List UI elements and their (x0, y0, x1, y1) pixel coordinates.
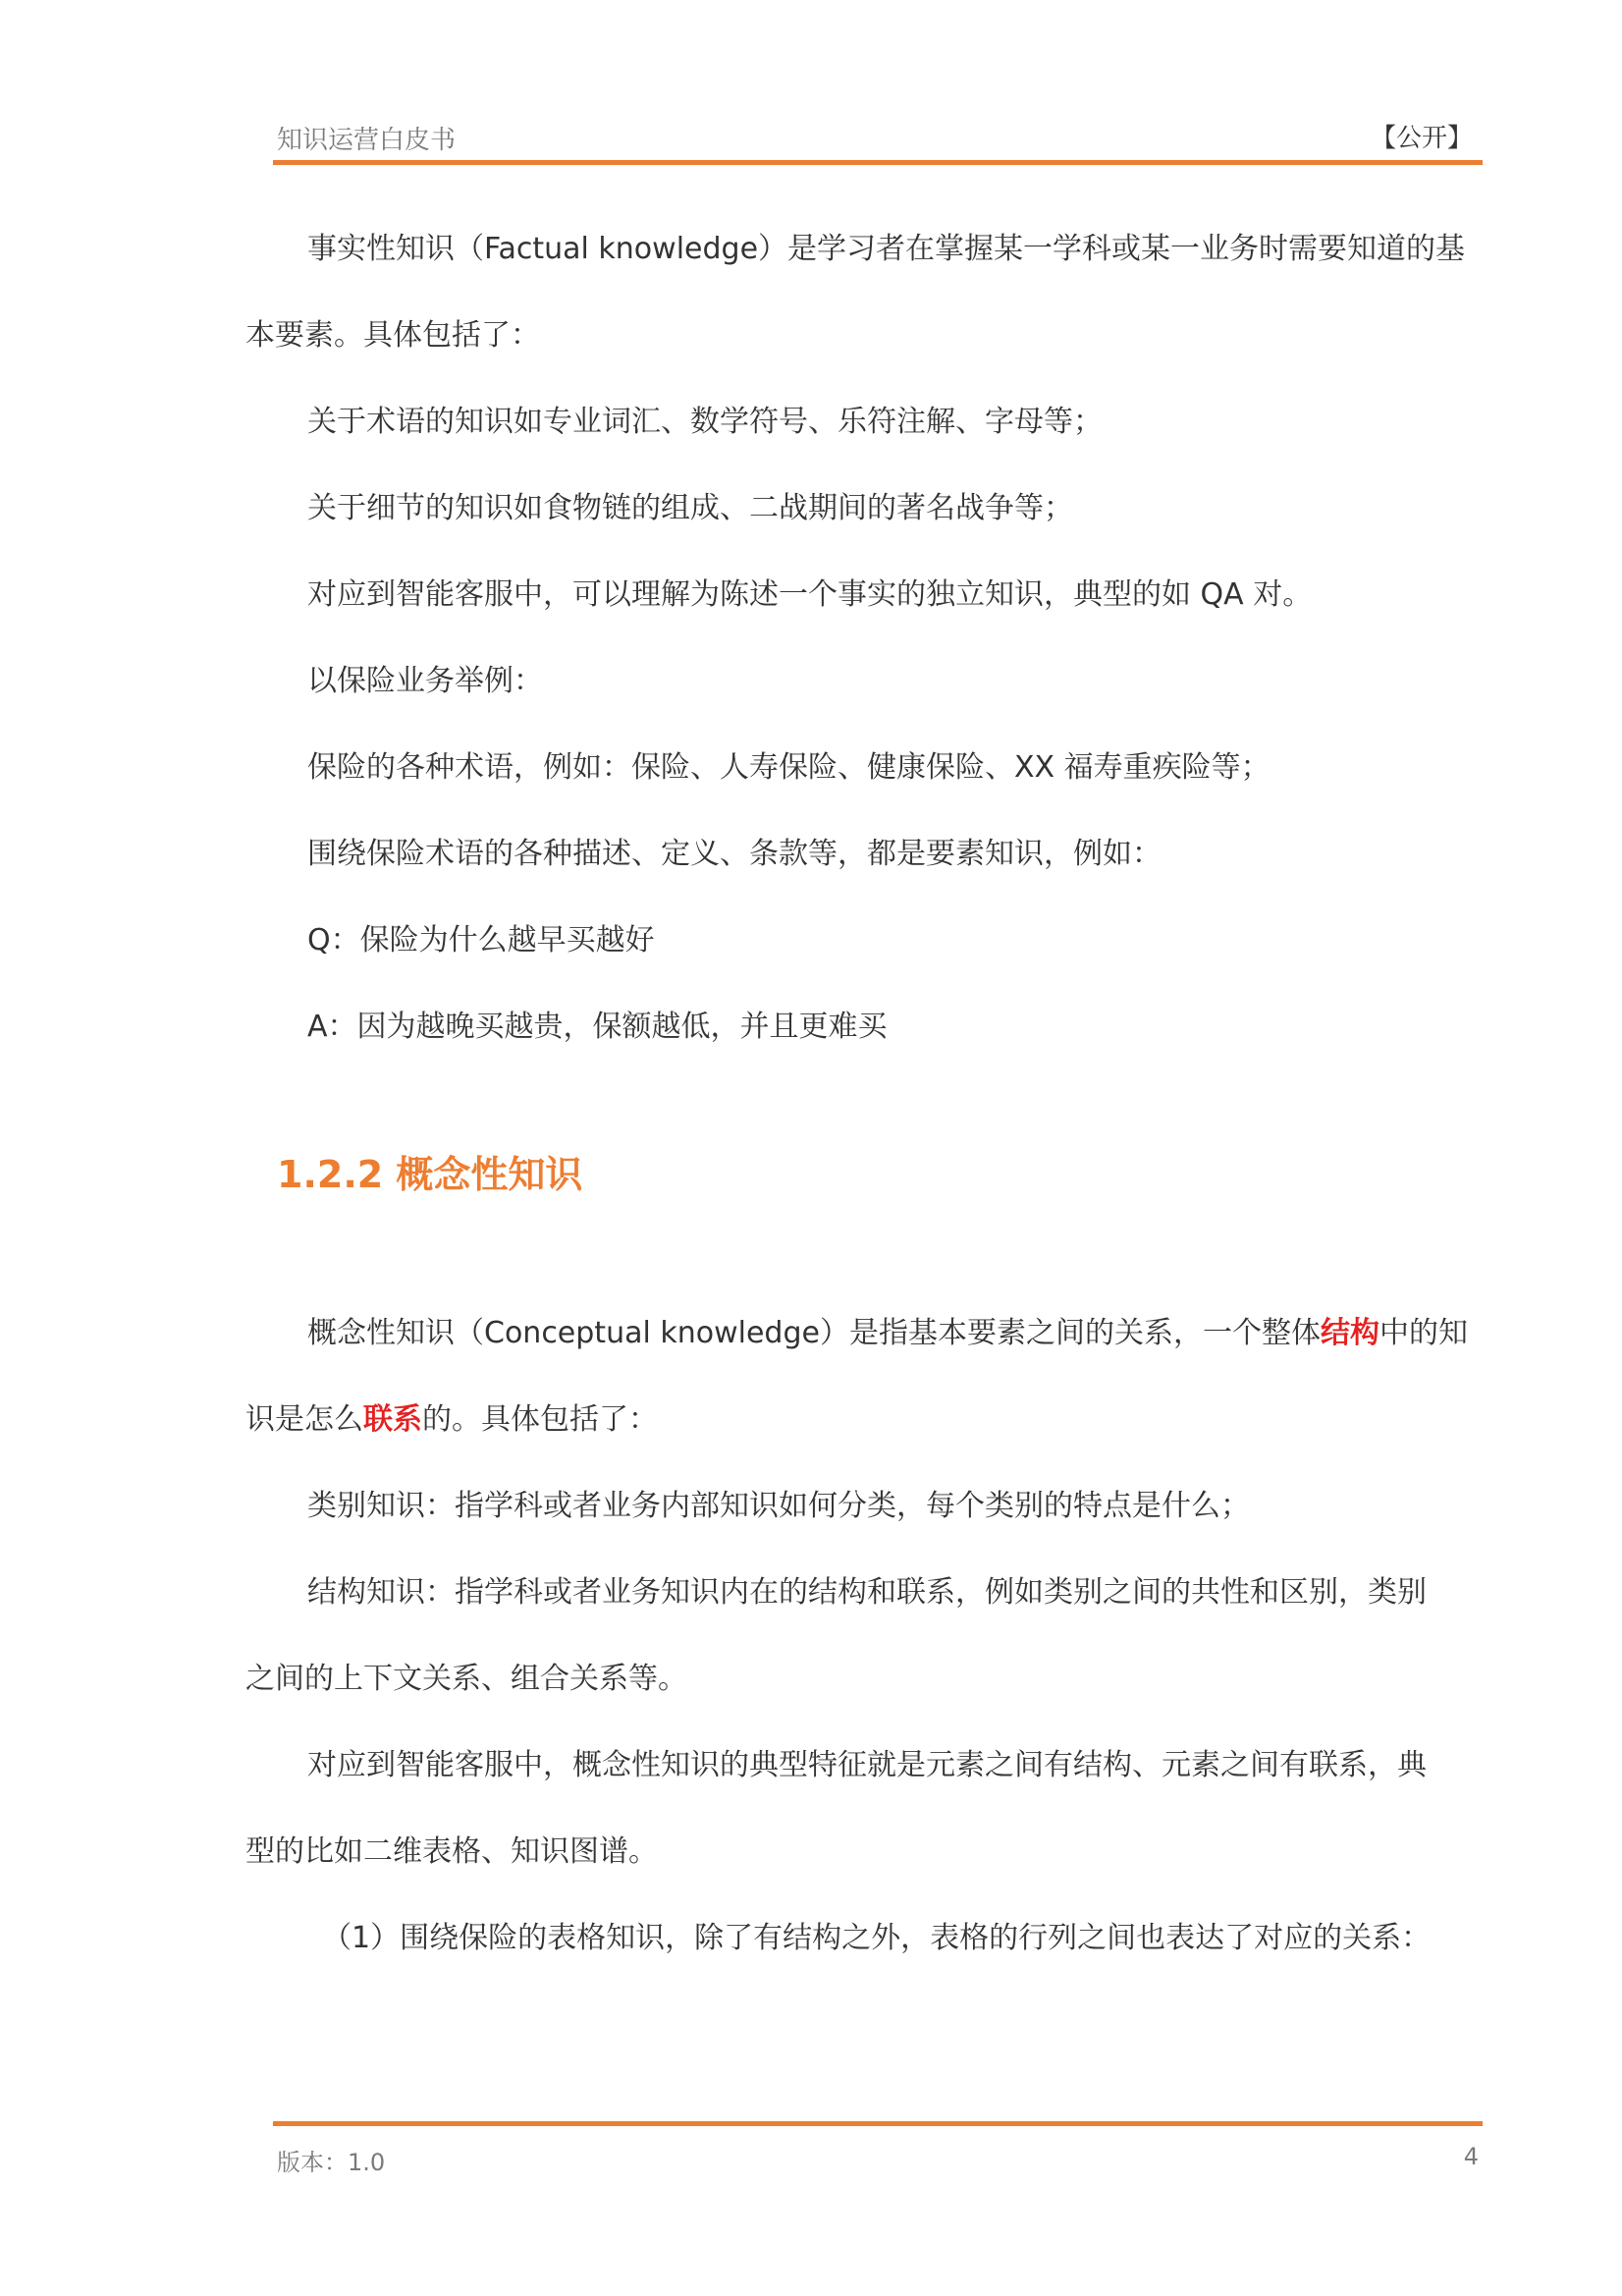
page-header (273, 118, 1483, 157)
conceptual-line2-text-end: 的。具体包括了： (422, 1402, 658, 1437)
factual-intro-line1: 事实性知识（Factual knowledge）是学习者在掌握某一学科或某一业务时需要知道的基 (307, 232, 1466, 266)
factual-example-terms: 保险的各种术语，例如：保险、人寿保险、健康保险、XX 福寿重疾险等； (307, 750, 1271, 785)
page-content (245, 206, 1468, 1982)
conceptual-intro-line1 (245, 1290, 1468, 1377)
factual-item-terms: 关于术语的知识如专业词汇、数学符号、乐符注解、字母等； (307, 405, 1103, 439)
emphasis-structure: 结构 (1320, 1316, 1379, 1350)
table-knowledge-note: （1）围绕保险的表格知识，除了有结构之外，表格的行列之间也表达了对应的关系： (322, 1921, 1432, 1955)
emphasis-connection: 联系 (363, 1402, 422, 1437)
section-heading-conceptual: 1.2.2 概念性知识 (277, 1153, 583, 1196)
category-knowledge: 类别知识：指学科或者业务内部知识如何分类，每个类别的特点是什么； (307, 1489, 1250, 1523)
factual-mapping: 对应到智能客服中，可以理解为陈述一个事实的独立知识，典型的如 QA 对。 (307, 577, 1313, 612)
qa-question: Q：保险为什么越早买越好 (307, 923, 655, 957)
conceptual-mapping-line2: 型的比如二维表格、知识图谱。 (245, 1834, 658, 1869)
factual-example-desc: 围绕保险术语的各种描述、定义、条款等，都是要素知识，例如： (307, 837, 1162, 871)
factual-example-intro: 以保险业务举例： (307, 664, 543, 698)
conceptual-intro-line2 (245, 1377, 1463, 1463)
header-classification-tag: 【公开】 (1370, 124, 1473, 153)
conceptual-intro-text-end: 中的知 (1379, 1316, 1468, 1350)
header-title: 知识运营白皮书 (277, 126, 457, 155)
conceptual-intro-text: 概念性知识（Conceptual knowledge）是指基本要素之间的关系，一个整体 (307, 1316, 1321, 1350)
footer-divider (273, 2121, 1483, 2126)
factual-intro-line2: 本要素。具体包括了： (245, 318, 540, 353)
page-number: 4 (1463, 2143, 1479, 2170)
structure-knowledge-line1: 结构知识：指学科或者业务知识内在的结构和联系，例如类别之间的共性和区别，类别 (307, 1575, 1427, 1610)
conceptual-mapping-line1: 对应到智能客服中，概念性知识的典型特征就是元素之间有结构、元素之间有联系，典 (307, 1748, 1427, 1782)
spacer (245, 1224, 1463, 1290)
conceptual-line2-text: 识是怎么 (245, 1402, 363, 1437)
factual-item-details: 关于细节的知识如食物链的组成、二战期间的著名战争等； (307, 491, 1073, 525)
footer-version: 版本：1.0 (277, 2149, 386, 2176)
qa-answer: A：因为越晚买越贵，保额越低，并且更难买 (307, 1010, 888, 1044)
structure-knowledge-line2: 之间的上下文关系、组合关系等。 (245, 1662, 687, 1696)
spacer (245, 1070, 1463, 1125)
header-divider (273, 160, 1483, 165)
